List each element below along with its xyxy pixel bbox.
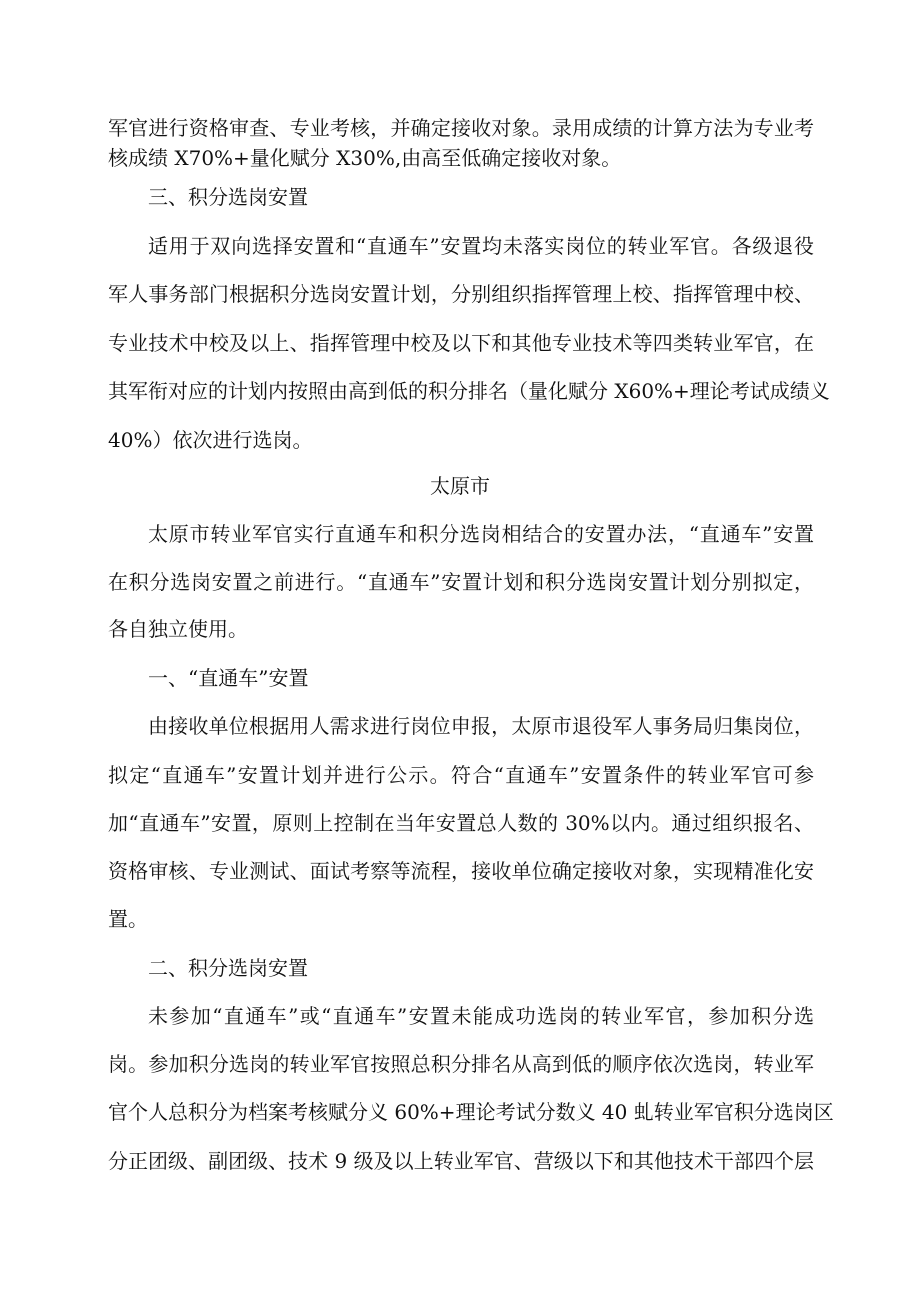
paragraph-line: 置。 [108,907,148,931]
paragraph-line: 军官进行资格审查、专业考核，并确定接收对象。录用成绩的计算方法为专业考 [108,116,814,140]
city-title: 太原市 [430,474,490,498]
paragraph-line: 官个人总积分为档案考核赋分义 60%+理论考试分数义 40 虬转业军官积分选岗区 [108,1100,834,1124]
paragraph-line: 岗。参加积分选岗的转业军官按照总积分排名从高到低的顺序依次选岗，转业军 [108,1052,814,1076]
paragraph-line: 加“直通车”安置，原则上控制在当年安置总人数的 30%以内。通过组织报名、 [108,811,814,835]
paragraph-line: 太原市转业军官实行直通车和积分选岗相结合的安置办法，“直通车”安置 [148,522,814,546]
paragraph-line: 资格审核、专业测试、面试考察等流程，接收单位确定接收对象，实现精准化安 [108,859,814,883]
paragraph-line: 拟定“直通车”安置计划并进行公示。符合“直通车”安置条件的转业军官可参 [108,763,814,787]
paragraph-line: 分正团级、副团级、技术 9 级及以上转业军官、营级以下和其他技术干部四个层 [108,1149,814,1173]
paragraph-line: 未参加“直通车”或“直通车”安置未能成功选岗的转业军官，参加积分选 [148,1004,814,1028]
paragraph-line: 专业技术中校及以上、指挥管理中校及以下和其他专业技术等四类转业军官，在 [108,331,814,355]
section-heading: 三、积分选岗安置 [148,185,308,209]
paragraph-line: 由接收单位根据用人需求进行岗位申报，太原市退役军人事务局归集岗位， [148,714,814,738]
paragraph-line: 核成绩 X70%+量化赋分 X30%,由高至低确定接收对象。 [108,146,622,170]
paragraph-line: 在积分选岗安置之前进行。“直通车”安置计划和积分选岗安置计划分别拟定， [108,570,814,594]
paragraph-line: 40%）依次进行选岗。 [108,428,313,452]
section-heading: 二、积分选岗安置 [148,956,308,980]
paragraph-line: 军人事务部门根据积分选岗安置计划，分别组织指挥管理上校、指挥管理中校、 [108,282,814,306]
section-heading: 一、“直通车”安置 [148,666,309,690]
paragraph-line: 各自独立使用。 [108,617,248,641]
paragraph-line: 其军衔对应的计划内按照由高到低的积分排名（量化赋分 X60%+理论考试成绩义 [108,379,830,403]
paragraph-line: 适用于双向选择安置和“直通车”安置均未落实岗位的转业军官。各级退役 [148,234,814,258]
